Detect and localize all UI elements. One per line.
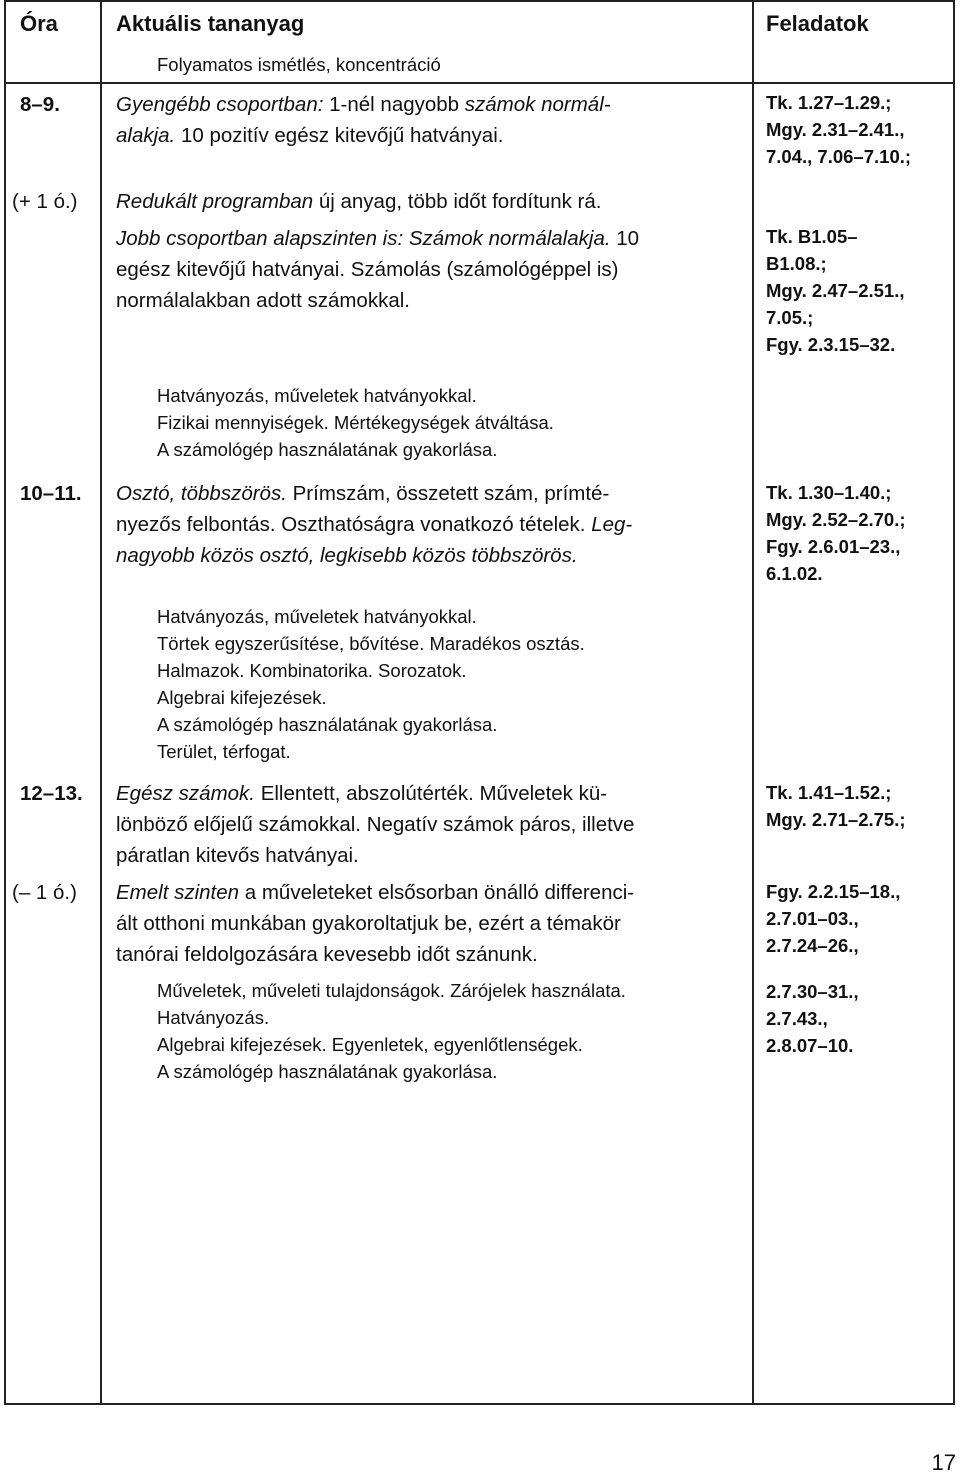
subtitle: Folyamatos ismétlés, koncentráció <box>157 54 441 75</box>
header-ora: Óra <box>20 11 58 36</box>
block3-rep-1: Műveletek, műveleti tulajdonságok. Zárójelek használata. <box>157 980 626 1001</box>
block3-line1: Egész számok. Ellentett, abszolútérték. Műveletek kü- <box>116 782 608 805</box>
block3-task: Fgy. 2.2.15–18., <box>766 881 901 902</box>
block1-task: Tk. B1.05– <box>766 226 858 247</box>
block3-line4: Emelt szinten a műveleteket elsősorban önálló differenci- <box>116 881 635 904</box>
block3-task: Mgy. 2.71–2.75.; <box>766 809 906 830</box>
block2-task: Fgy. 2.6.01–23., <box>766 536 901 557</box>
block2-task: Tk. 1.30–1.40.; <box>766 482 892 503</box>
page-number: 17 <box>931 1450 956 1475</box>
block1-task: Tk. 1.27–1.29.; <box>766 92 892 113</box>
block3-task: 2.7.30–31., <box>766 981 859 1002</box>
block1-line4: Jobb csoportban alapszinten is: Számok normálalakja. 10 <box>116 227 640 250</box>
block3-rep-2: Hatványozás. <box>157 1007 270 1028</box>
block1-rep-2: Fizikai mennyiségek. Mértékegységek átváltása. <box>157 412 554 433</box>
block2-line2: nyezős felbontás. Oszthatóságra vonatkozó tételek. Leg- <box>116 513 633 536</box>
block3-ora: 12–13. <box>20 782 83 805</box>
header-feladatok: Feladatok <box>766 11 869 36</box>
block2-rep-2: Törtek egyszerűsítése, bővítése. Maradékos osztás. <box>157 633 585 654</box>
block1-task: 7.05.; <box>766 307 814 328</box>
block2-rep-6: Terület, térfogat. <box>157 741 291 762</box>
block1-ora2: (+ 1 ó.) <box>12 190 78 213</box>
block2-rep-4: Algebrai kifejezések. <box>157 687 327 708</box>
column-divider <box>752 0 754 1405</box>
block2-task: Mgy. 2.52–2.70.; <box>766 509 906 530</box>
block3-task: 2.7.24–26., <box>766 935 859 956</box>
block1-rep-3: A számológép használatának gyakorlása. <box>157 439 498 460</box>
block2-task: 6.1.02. <box>766 563 823 584</box>
block3-line3: páratlan kitevős hatványai. <box>116 844 359 867</box>
block3-task: 2.7.43., <box>766 1008 828 1029</box>
block1-ora: 8–9. <box>20 93 60 116</box>
block3-line6: tanórai feldolgozására kevesebb időt szánunk. <box>116 943 538 966</box>
block3-rep-3: Algebrai kifejezések. Egyenletek, egyenlőtlenségek. <box>157 1034 583 1055</box>
block2-rep-5: A számológép használatának gyakorlása. <box>157 714 498 735</box>
header-divider <box>4 82 955 84</box>
block1-task: 7.04., 7.06–7.10.; <box>766 146 912 167</box>
block2-rep-1: Hatványozás, műveletek hatványokkal. <box>157 606 477 627</box>
block1-line1: Gyengébb csoportban: 1-nél nagyobb számok normál- <box>116 93 611 116</box>
block1-line2: alakja. 10 pozitív egész kitevőjű hatványai. <box>116 124 504 147</box>
block1-rep-1: Hatványozás, műveletek hatványokkal. <box>157 385 477 406</box>
block1-task: Mgy. 2.31–2.41., <box>766 119 905 140</box>
block3-line5: ált otthoni munkában gyakoroltatjuk be, ezért a témakör <box>116 912 621 935</box>
block1-task: B1.08.; <box>766 253 827 274</box>
block2-rep-3: Halmazok. Kombinatorika. Sorozatok. <box>157 660 467 681</box>
block2-ora: 10–11. <box>20 482 82 505</box>
block1-task: Fgy. 2.3.15–32. <box>766 334 896 355</box>
block2-line3: nagyobb közös osztó, legkisebb közös többszörös. <box>116 544 578 567</box>
block3-rep-4: A számológép használatának gyakorlása. <box>157 1061 498 1082</box>
block3-line2: lönböző előjelű számokkal. Negatív számok páros, illetve <box>116 813 635 836</box>
column-divider <box>100 0 102 1405</box>
block1-line3: Redukált programban új anyag, több időt fordítunk rá. <box>116 190 602 213</box>
header-tananyag: Aktuális tananyag <box>116 11 305 36</box>
block2-line1: Osztó, többszörös. Prímszám, összetett szám, prímté- <box>116 482 610 505</box>
block1-task: Mgy. 2.47–2.51., <box>766 280 905 301</box>
block3-task: Tk. 1.41–1.52.; <box>766 782 892 803</box>
block1-line6: normálalakban adott számokkal. <box>116 289 410 312</box>
block3-task: 2.7.01–03., <box>766 908 859 929</box>
block1-line5: egész kitevőjű hatványai. Számolás (számológéppel is) <box>116 258 619 281</box>
block3-task: 2.8.07–10. <box>766 1035 854 1056</box>
block3-ora2: (– 1 ó.) <box>12 881 77 904</box>
